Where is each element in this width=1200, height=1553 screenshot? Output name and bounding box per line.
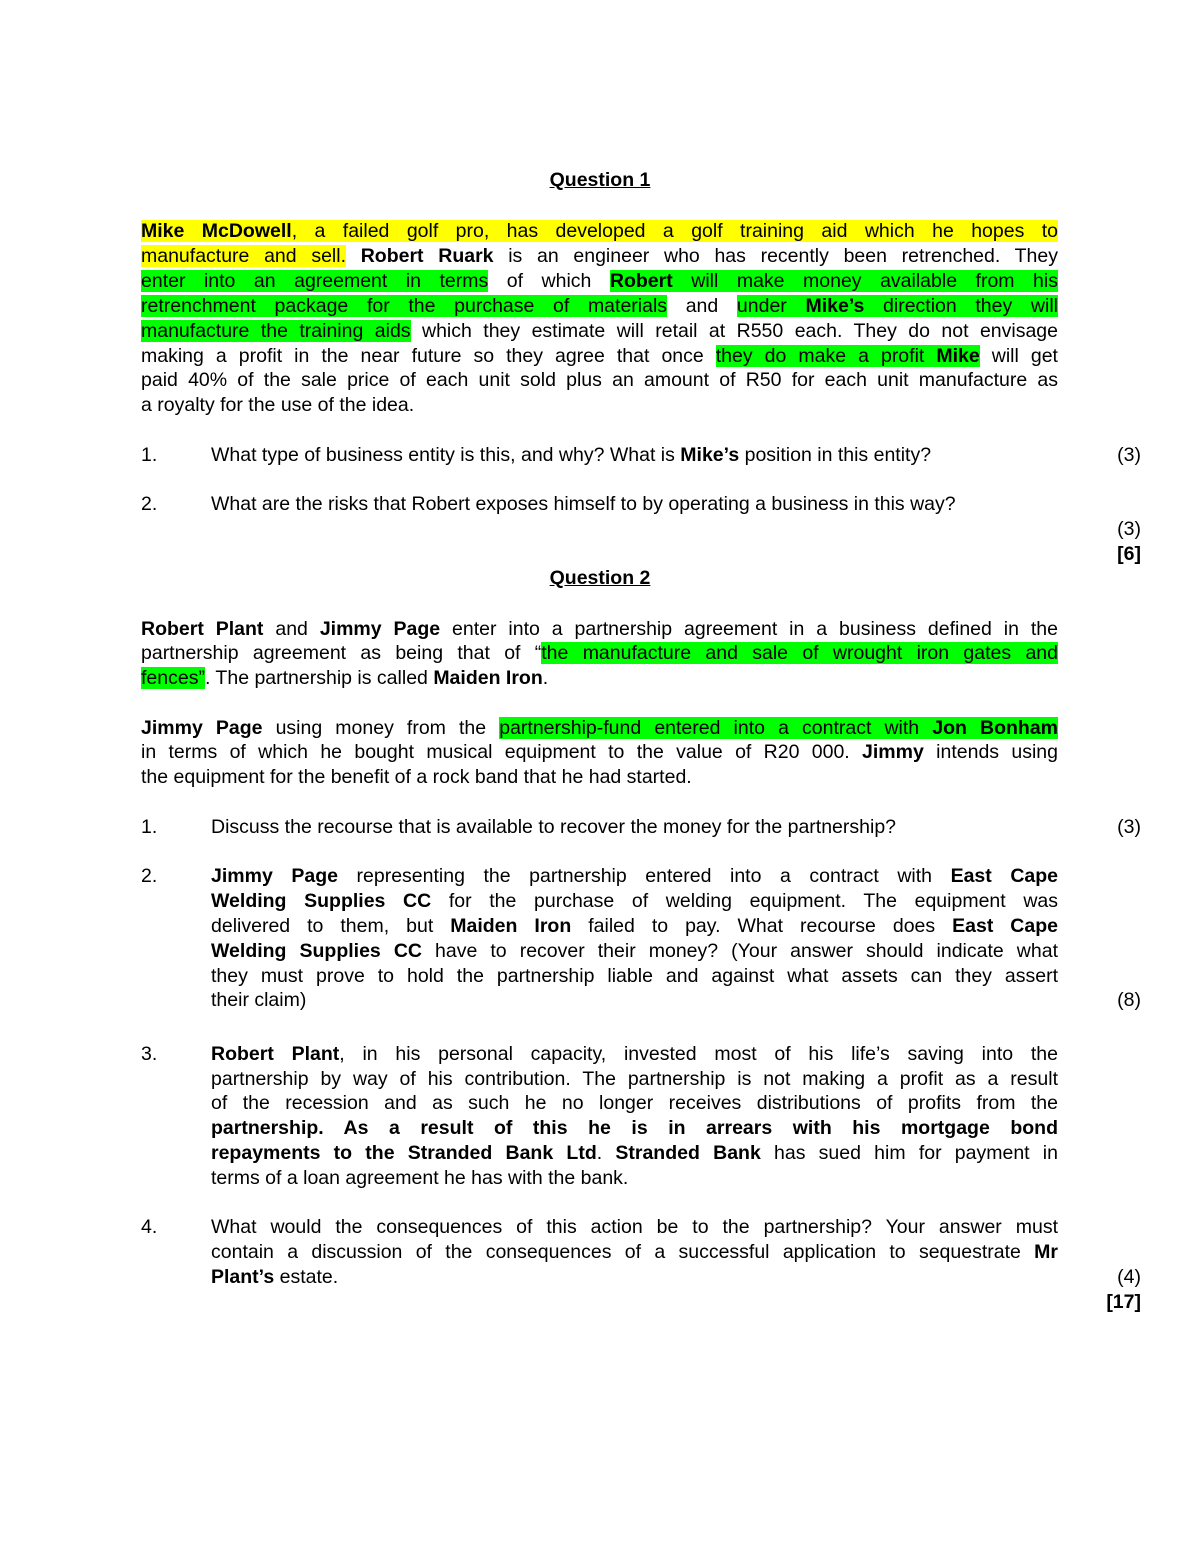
question-1-total: [6] [1117, 543, 1141, 565]
marks-label: (3) [1117, 816, 1141, 838]
marks-label: (8) [1117, 989, 1141, 1011]
marks-label: (3) [1117, 444, 1141, 466]
marks-label: (3) [1117, 518, 1141, 540]
question-2-total: [17] [1106, 1291, 1141, 1313]
marks-label: (4) [1117, 1266, 1141, 1288]
document-page: Question 1 Mike McDowell, a failed golf pro, has developed a golf training aid which he hopes to manufacture and sell. Robert Ruark is an engineer who has recently been retrenched. They enter into an agreement in terms of which Robert will make money available from his retrenchment package for the purchase of materials and under Mike’s direction they will manufacture the training aids which they estimate will retail at R550 each. They do not envisage making a profit in the near future so they agree that once they do make a profit Mike will get paid 40% of the sale price of each unit sold plus an amount of R50 for each unit manufacture as a royalty for the use of the idea. 1. What type of business entity is this, and why? What is Mike’s position in this entity? (3) 2. What are the risks that Robert exposes himself to by operating a business in this way? (3) [6] Question 2 Robert Plant and Jimmy Page enter into a partnership agreement in a business defined in the partnership agreement as being that of “the manufacture and sale of wrought iron gates and fences”. The partnership is called Maiden Iron. Jimmy Page using money from the partnership-fund entered into a contract with Jon Bonham in terms of which he bought musical equipment to the value of R20 000. Jimmy intends using the equipment for the benefit of a rock band that he had started. 1. Discuss the recourse that is available to recover the money for the partnership? (3) 2. Jimmy Page representing the partnership entered into a contract with East Cape Welding Supplies CC for the purchase of welding equipment. The equipment was delivered to them, but Maiden Iron failed to pay. What recourse does East Cape Welding Supplies CC have to recover their money? (Your answer should indicate what they must prove to hold the partnership liable and against what assets can they assert their claim) (8) 3. Robert Plant, in his personal capacity, invested most of his life’s saving into the partnership by way of his contribution. The partnership is not making a profit as a result of the recession and as such he no longer receives distributions of profits from the partnership. As a result of this he is in arrears with his mortgage bond repayments to the Stranded Bank Ltd. Stranded Bank has sued him for payment in terms of a loan agreement he has with the bank. 4. What would the consequences of this action be to the partnership? Your answer must contain a discussion of the consequences of a successful application to sequestrate Mr Plant’s estate. (4) [17] [0, 0, 1200, 1553]
question-1-heading: Question 1 [549, 169, 651, 191]
question-2-heading: Question 2 [549, 567, 651, 589]
